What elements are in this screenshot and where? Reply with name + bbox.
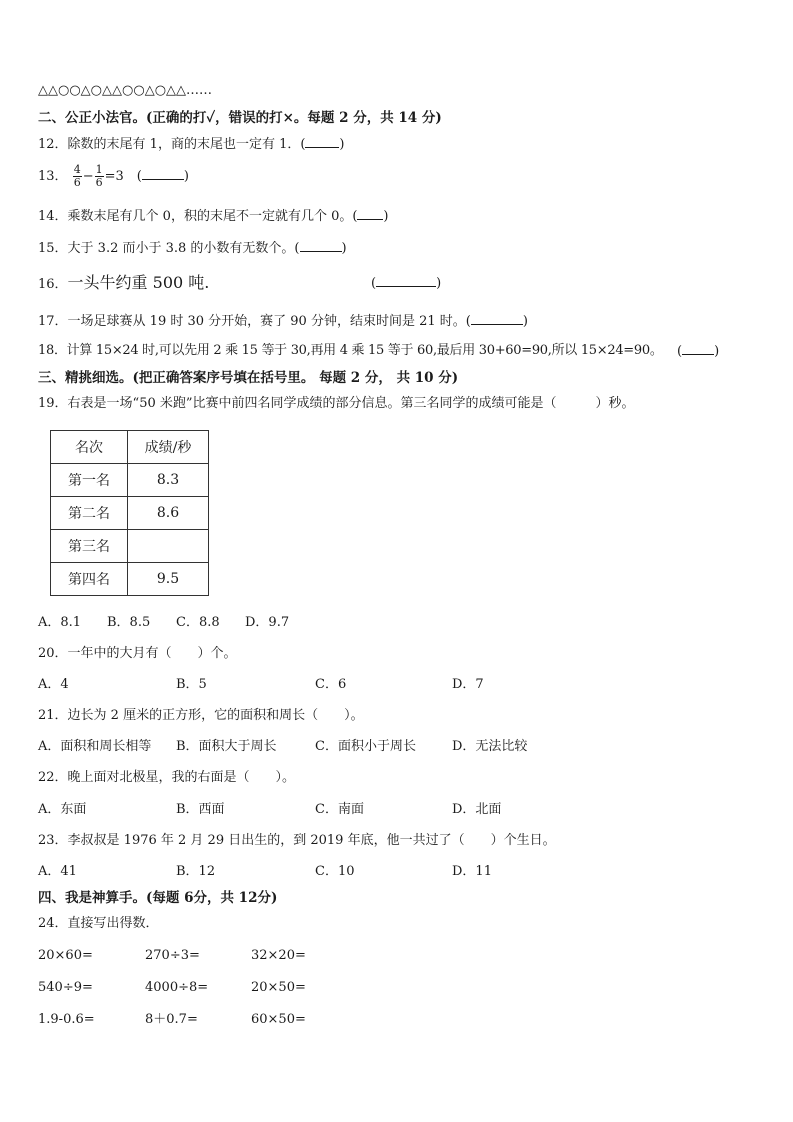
table-cell: 8.3 — [128, 464, 209, 497]
calc-item: 540÷9= — [38, 980, 93, 995]
question-23: 23．李叔叔是 1976 年 2 月 29 日出生的，到 2019 年底，他一共过了（ ）个生日。 — [38, 833, 556, 848]
table-cell: 第一名 — [51, 464, 128, 497]
question-12-text: 12．除数的末尾有 1，商的末尾也一定有 1．( — [38, 137, 306, 152]
table-row — [51, 563, 209, 596]
question-16: 16．一头牛约重 500 吨. ( ) — [38, 273, 442, 292]
option-c[interactable]: C．10 — [315, 864, 355, 879]
answer-blank-16[interactable] — [376, 274, 436, 287]
table-cell: 第二名 — [51, 497, 128, 530]
option-a[interactable]: A．东面 — [38, 802, 87, 817]
option-d[interactable]: D．北面 — [452, 802, 502, 817]
header-symbols: △△○○△○△△○○△○△△…… — [38, 83, 213, 98]
option-b[interactable]: B．5 — [176, 677, 207, 692]
calc-item: 270÷3= — [145, 948, 200, 963]
table-row — [51, 464, 209, 497]
question-12: 12．除数的末尾有 1，商的末尾也一定有 1．( ) — [38, 137, 345, 152]
option-d[interactable]: D．7 — [452, 677, 484, 692]
question-16-text: 一头牛约重 500 吨. — [67, 273, 210, 292]
option-a[interactable]: A．8.1 — [38, 615, 82, 630]
calc-item: 4000÷8= — [145, 980, 209, 995]
question-18-answer: ( ) — [677, 344, 720, 359]
score-table — [50, 430, 209, 596]
answer-blank-17[interactable] — [471, 312, 523, 325]
table-header-cell: 成绩/秒 — [128, 431, 209, 464]
option-d[interactable]: D．11 — [452, 864, 492, 879]
calc-item: 1.9-0.6= — [38, 1012, 95, 1027]
option-b[interactable]: B．12 — [176, 864, 216, 879]
section2-title: 二、公正小法官。(正确的打✓，错误的打×。每题 2 分，共 14 分) — [38, 110, 442, 126]
question-17: 17．一场足球赛从 19 时 30 分开始，赛了 90 分钟，结束时间是 21 时。( ) — [38, 314, 528, 329]
calc-item: 20×50= — [251, 980, 306, 995]
option-a[interactable]: A．41 — [38, 864, 77, 879]
calc-item: 32×20= — [251, 948, 306, 963]
option-c[interactable]: C．8.8 — [176, 615, 220, 630]
question-14: 14．乘数末尾有几个 0，积的末尾不一定就有几个 0。( ) — [38, 209, 389, 224]
option-b[interactable]: B．西面 — [176, 802, 225, 817]
option-d[interactable]: D．9.7 — [245, 615, 290, 630]
table-row — [51, 497, 209, 530]
option-c[interactable]: C．6 — [315, 677, 347, 692]
answer-blank-15[interactable] — [300, 239, 342, 252]
table-header-row — [51, 431, 209, 464]
option-b[interactable]: B．面积大于周长 — [176, 739, 277, 754]
question-22: 22．晚上面对北极星，我的右面是（ ）。 — [38, 770, 296, 785]
option-c[interactable]: C．面积小于周长 — [315, 739, 416, 754]
question-13: 13． $\frac{4}{6}$ − $\frac{1}{6}$ =3 ( ) — [38, 163, 189, 189]
option-b[interactable]: B．8.5 — [107, 615, 151, 630]
question-24: 24．直接写出得数． — [38, 916, 159, 931]
option-a[interactable]: A．面积和周长相等 — [38, 739, 152, 754]
calc-item: 20×60= — [38, 948, 93, 963]
calc-item: 60×50= — [251, 1012, 306, 1027]
question-15: 15．大于 3.2 而小于 3.8 的小数有无数个。( ) — [38, 241, 347, 256]
section4-title: 四、我是神算手。(每题 6分，共 12分) — [38, 890, 278, 906]
calc-item: 8＋0.7= — [145, 1012, 198, 1027]
answer-blank-18[interactable] — [682, 342, 714, 355]
question-19: 19．右表是一场“50 米跑”比赛中前四名同学成绩的部分信息。第三名同学的成绩可能是（ ）秒。 — [38, 396, 635, 411]
question-18: 18．计算 15×24 时,可以先用 2 乘 15 等于 30,再用 4 乘 15 等于 60,最后用 30+60=90,所以 15×24=90。 — [38, 343, 663, 358]
table-cell: 8.6 — [128, 497, 209, 530]
table-cell: 9.5 — [128, 563, 209, 596]
answer-blank-12[interactable] — [305, 135, 339, 148]
answer-blank-14[interactable] — [357, 207, 383, 220]
answer-blank-13[interactable] — [142, 167, 184, 180]
question-20: 20．一年中的大月有（ ）个。 — [38, 646, 237, 661]
question-21: 21．边长为 2 厘米的正方形，它的面积和周长（ ）。 — [38, 708, 364, 723]
option-a[interactable]: A．4 — [38, 677, 69, 692]
table-cell: 第四名 — [51, 563, 128, 596]
table-cell: 第三名 — [51, 530, 128, 563]
table-cell — [128, 530, 209, 563]
option-d[interactable]: D．无法比较 — [452, 739, 528, 754]
fraction-1-6: $\frac{1}{6}$ — [95, 163, 103, 189]
section3-title: 三、精挑细选。(把正确答案序号填在括号里。 每题 2 分， 共 10 分) — [38, 370, 459, 386]
option-c[interactable]: C．南面 — [315, 802, 364, 817]
table-header-cell: 名次 — [51, 431, 128, 464]
table-row — [51, 530, 209, 563]
fraction-4-6: $\frac{4}{6}$ — [73, 163, 81, 189]
